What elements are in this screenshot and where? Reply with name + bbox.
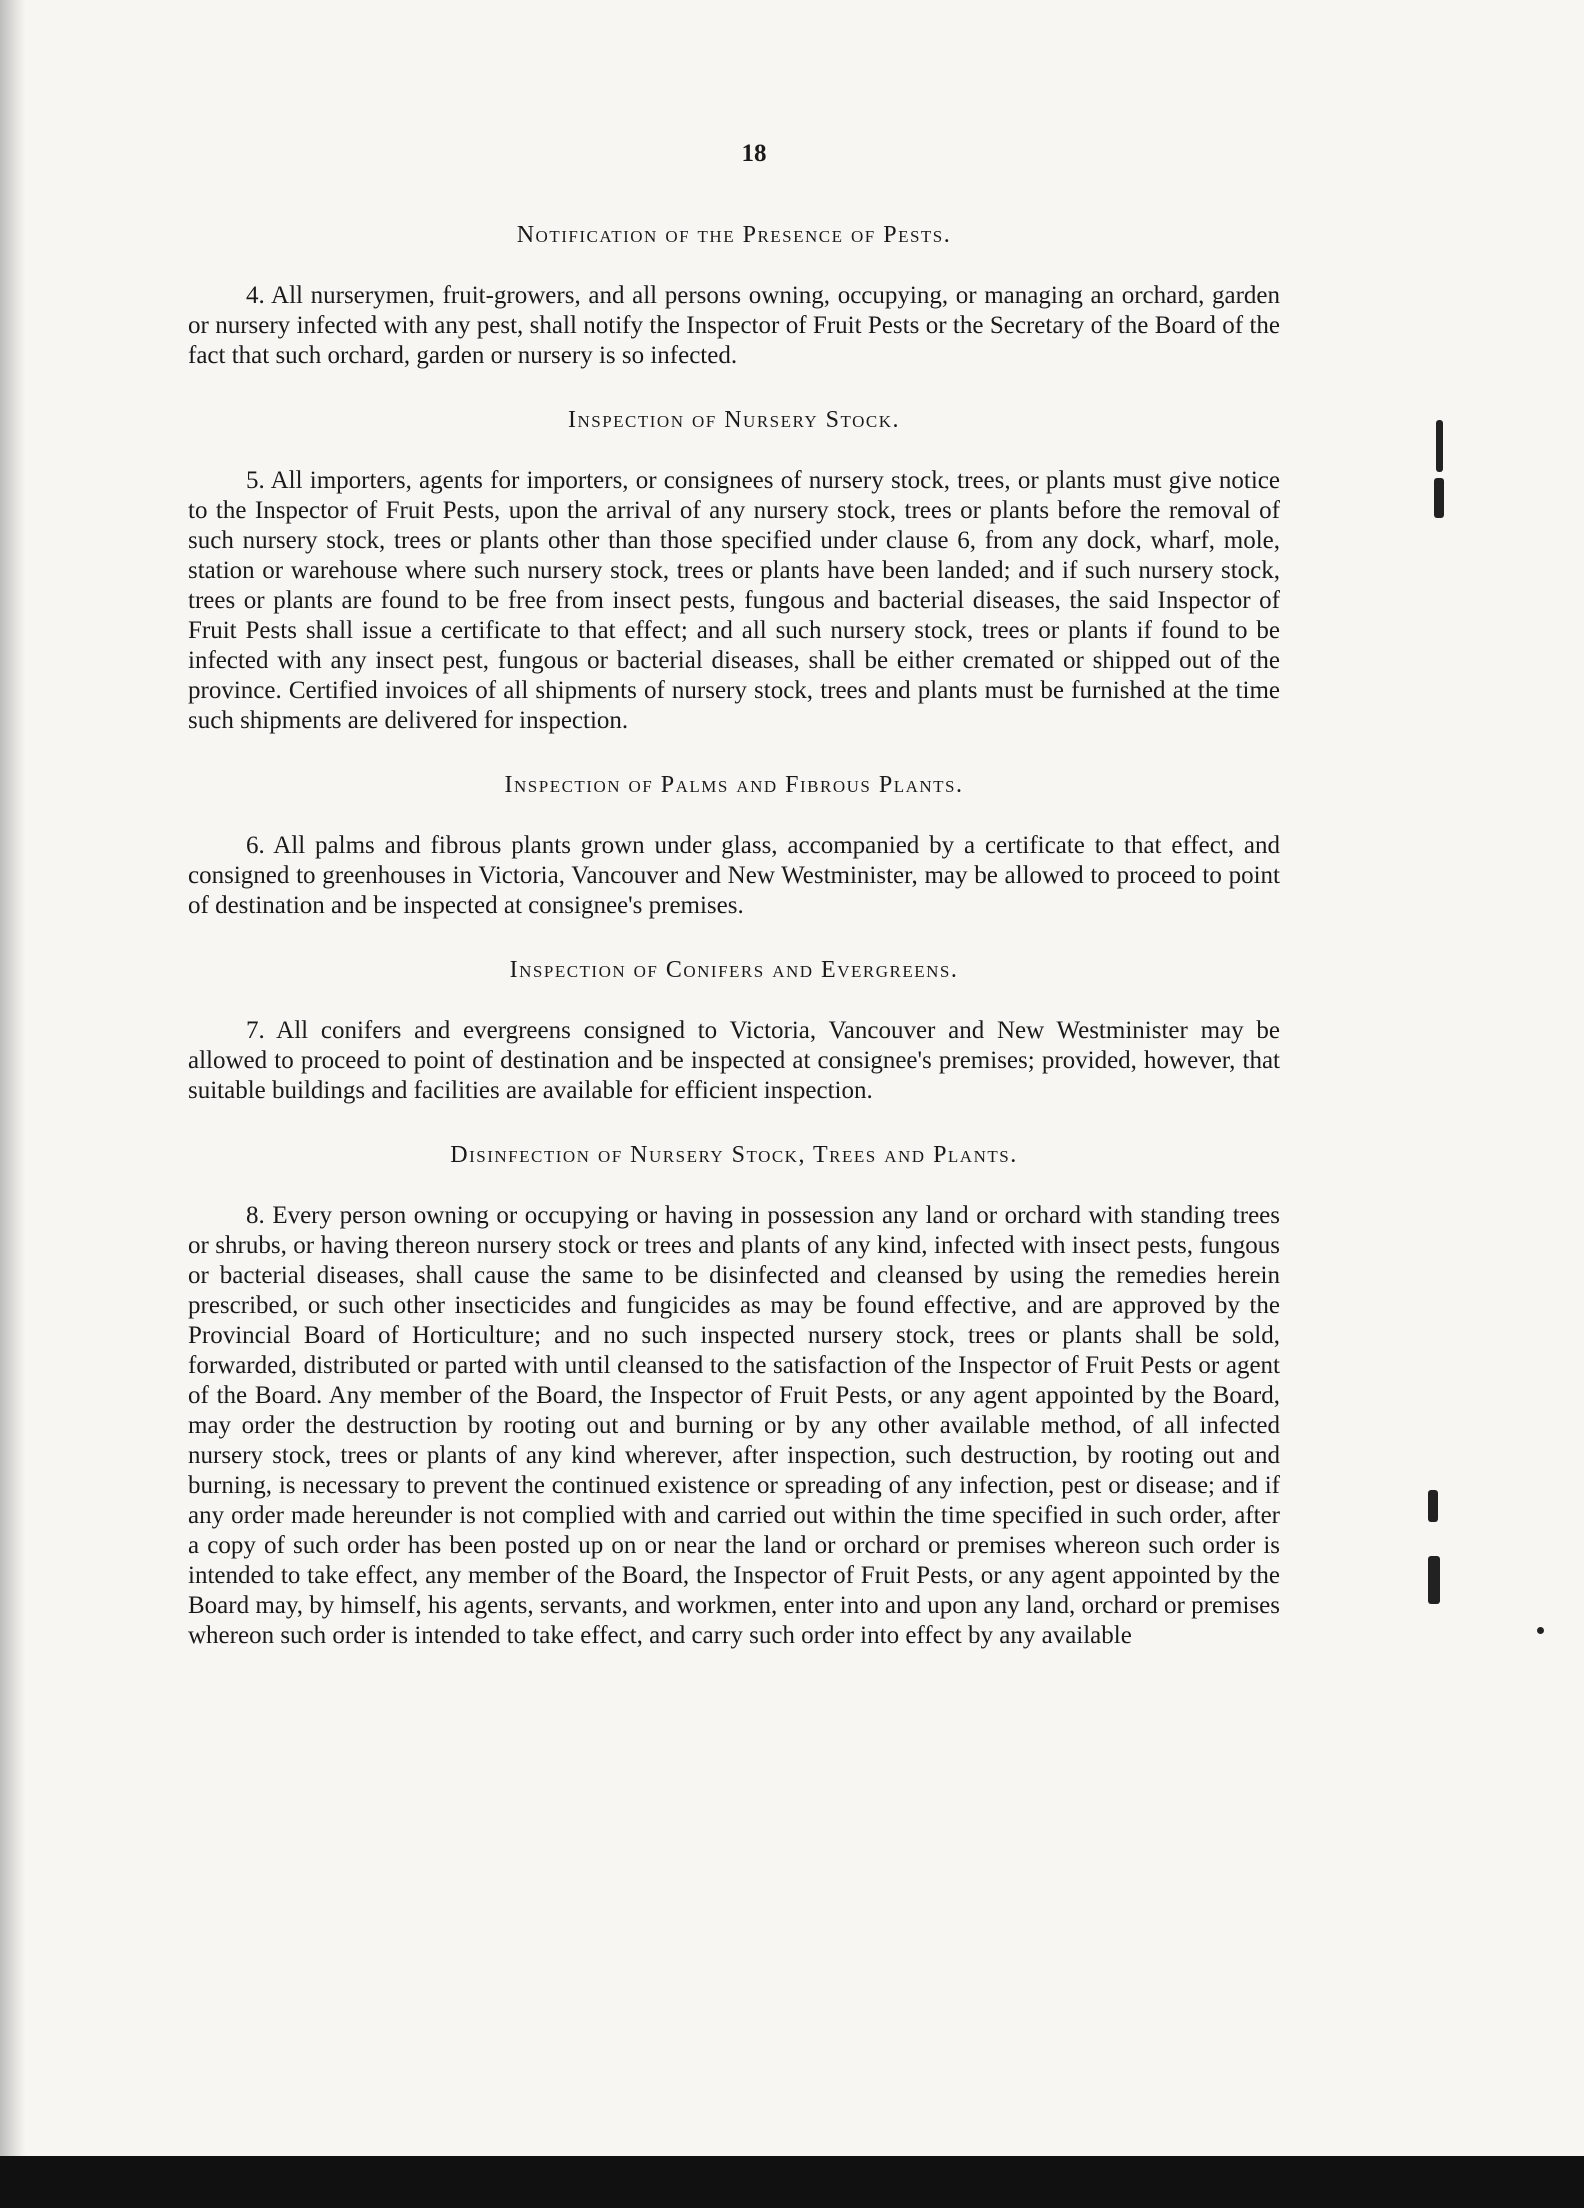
binding-hole-mark xyxy=(1436,420,1443,472)
section-inspection-conifers xyxy=(188,957,1280,1106)
speck-mark xyxy=(1537,1627,1544,1634)
section-heading: Inspection of Palms and Fibrous Plants. xyxy=(504,772,964,798)
section-paragraph: 5. All importers, agents for importers, or consignees of nursery stock, trees, or plants must give notice to the Inspector of Fruit Pests, upon the arrival of any nursery stock, trees or plants before the removal of such nursery stock, trees or plants other than those specified under clause 6, from any dock, wharf, mole, station or warehouse where such nursery stock, trees or plants have been landed; and if such nursery stock, trees or plants are found to be free from insect pests, fungous and bacterial diseases, the said Inspector of Fruit Pests shall issue a certificate to that effect; and all such nursery stock, trees or plants if found to be infected with any insect pest, fungous or bacterial diseases, shall be either cremated or shipped out of the province. Certified invoices of all shipments of nursery stock, trees and plants must be furnished at the time such shipments are delivered for inspection. xyxy=(188,467,1280,734)
document-body xyxy=(188,140,1280,1651)
section-inspection-palms xyxy=(188,772,1280,921)
section-paragraph: 4. All nurserymen, fruit-growers, and all persons owning, occupying, or managing an orchard, garden or nursery infected with any pest, shall notify the Inspector of Fruit Pests or the Secretary of the Board of the fact that such orchard, garden or nursery is so infected. xyxy=(188,282,1280,369)
section-paragraph: 6. All palms and fibrous plants grown under glass, accompanied by a certificate to that effect, and consigned to greenhouses in Victoria, Vancouver and New Westminister, may be allowed to proceed to point of destination and be inspected at consignee's premises. xyxy=(188,832,1280,919)
section-notification xyxy=(188,222,1280,371)
section-heading: Disinfection of Nursery Stock, Trees and Plants. xyxy=(450,1142,1018,1168)
section-disinfection xyxy=(188,1142,1280,1651)
section-paragraph: 8. Every person owning or occupying or having in possession any land or orchard with standing trees or shrubs, or having thereon nursery stock or trees and plants of any kind, infected with insect pests, fungous or bacterial diseases, shall cause the same to be disinfected and cleansed by using the remedies herein prescribed, or such other insecticides and fungicides as may be found effective, and are approved by the Provincial Board of Horticulture; and no such inspected nursery stock, trees or plants shall be sold, forwarded, distributed or parted with until cleansed to the satisfaction of the Inspector of Fruit Pests or agent of the Board. Any member of the Board, the Inspector of Fruit Pests, or any agent appointed by the Board, may order the destruction by rooting out and burning or by any other available method, of all infected nursery stock, trees or plants of any kind wherever, after inspection, such destruction, by rooting out and burning, is necessary to prevent the continued existence or spreading of any infection, pest or disease; and if any order made hereunder is not complied with and carried out within the time specified in such order, after a copy of such order has been posted up on or near the land or orchard or premises whereon such order is intended to take effect, any member of the Board, the Inspector of Fruit Pests, or any agent appointed by the Board may, by himself, his agents, servants, and workmen, enter into and upon any land, orchard or premises whereon such order is intended to take effect, and carry such order into effect by any available xyxy=(188,1202,1280,1649)
binding-hole-mark xyxy=(1434,478,1444,518)
binding-hole-mark xyxy=(1428,1490,1438,1522)
section-heading: Inspection of Nursery Stock. xyxy=(567,407,900,433)
page-number: 18 xyxy=(741,140,767,167)
section-inspection-nursery-stock xyxy=(188,407,1280,736)
page-edge-shadow xyxy=(0,0,26,2208)
binding-hole-mark xyxy=(1428,1556,1440,1604)
section-heading: Inspection of Conifers and Evergreens. xyxy=(509,957,959,983)
section-heading: Notification of the Presence of Pests. xyxy=(516,222,952,248)
scan-border xyxy=(0,2156,1584,2208)
section-paragraph: 7. All conifers and evergreens consigned to Victoria, Vancouver and New Westminister may be allowed to proceed to point of destination and be inspected at consignee's premises; provided, however, that suitable buildings and facilities are available for efficient inspection. xyxy=(188,1017,1280,1104)
